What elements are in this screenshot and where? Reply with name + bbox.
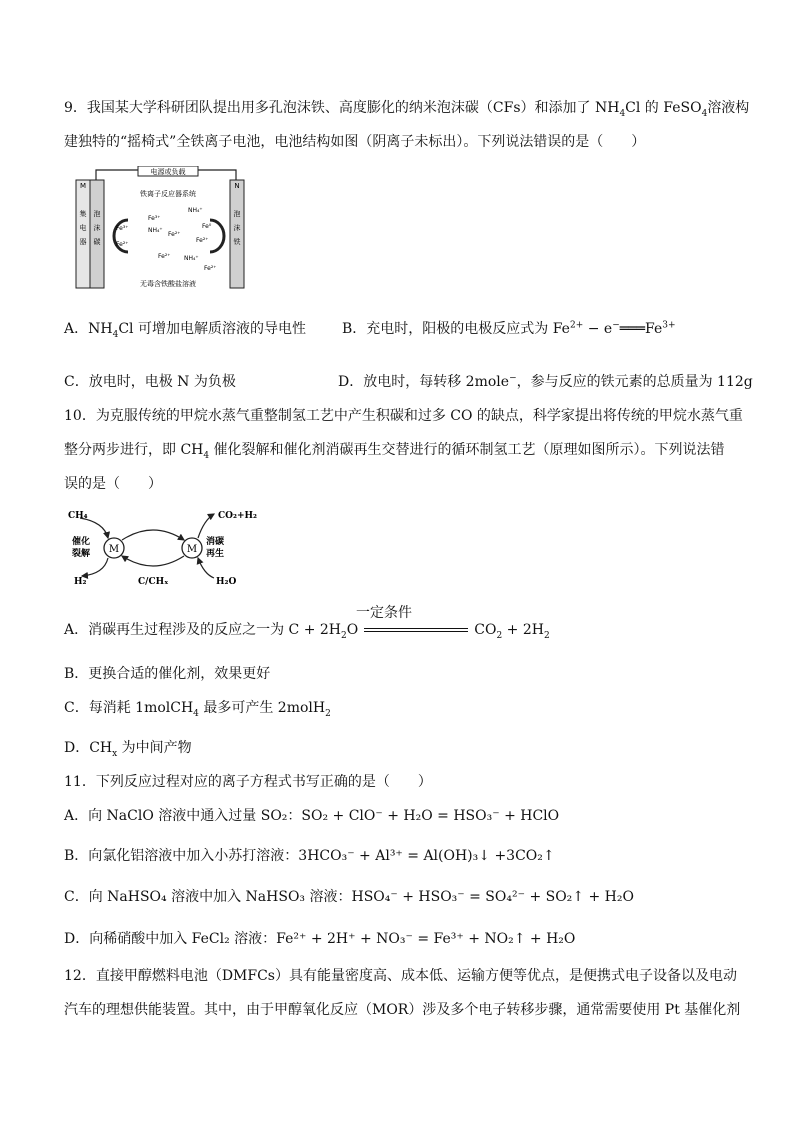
svg-text:电: 电 bbox=[79, 224, 87, 232]
svg-text:Fe³⁺: Fe³⁺ bbox=[148, 215, 161, 222]
crack-label-2: 裂解 bbox=[72, 549, 91, 559]
reactor-system-label: 铁离子反应器系统 bbox=[140, 190, 196, 198]
svg-text:M: M bbox=[186, 544, 198, 555]
reaction-condition: 一定条件 bbox=[356, 605, 412, 621]
h2o-label: H₂O bbox=[216, 577, 237, 587]
h2-label: H₂ bbox=[74, 577, 87, 587]
svg-text:Fe²⁺: Fe²⁺ bbox=[158, 253, 171, 260]
svg-text:NH₄⁺: NH₄⁺ bbox=[148, 227, 163, 234]
crack-label-1: 催化 bbox=[72, 537, 91, 547]
svg-text:泡: 泡 bbox=[233, 210, 241, 218]
q9-stem-line2: 建独特的“摇椅式”全铁离子电池，电池结构如图（阴离子未标出）。下列说法错误的是（ ） bbox=[64, 134, 646, 150]
q10-option-b[interactable]: B．更换合适的催化剂，效果更好 bbox=[64, 666, 271, 682]
current-collector bbox=[76, 180, 90, 288]
regen-label-1: 消碳 bbox=[206, 537, 225, 547]
svg-text:沫: 沫 bbox=[233, 224, 241, 232]
svg-text:NH₄⁺: NH₄⁺ bbox=[188, 207, 203, 214]
svg-text:Fe³⁺: Fe³⁺ bbox=[116, 225, 129, 232]
svg-text:Fe²⁺: Fe²⁺ bbox=[116, 241, 129, 248]
battery-diagram bbox=[70, 166, 266, 292]
regen-label-2: 再生 bbox=[206, 549, 225, 559]
q10-option-a[interactable]: A．消碳再生过程涉及的反应之一为 $C + 2H_2O$ $CO_2 + 2H_2$ bbox=[64, 622, 550, 641]
carbon-foam-electrode bbox=[90, 180, 104, 288]
svg-text:沫: 沫 bbox=[93, 224, 101, 232]
q10-option-c[interactable]: C．每消耗 1molCH$_4$ 最多可产生 2molH$_2$ bbox=[64, 700, 331, 719]
svg-text:Fe⁰: Fe⁰ bbox=[202, 223, 212, 230]
iron-foam-electrode bbox=[230, 180, 244, 288]
svg-text:Fe²⁺: Fe²⁺ bbox=[204, 265, 217, 272]
q9-stem-line1: 9．我国某大学科研团队提出用多孔泡沫铁、高度膨化的纳米泡沫碳（CFs）和添加了 $NH_4Cl$ 的 FeSO$_4$溶液构 bbox=[64, 100, 750, 119]
q11-option-c[interactable]: C．向 NaHSO₄ 溶液中加入 NaHSO₃ 溶液：HSO₄⁻ + HSO₃⁻ = SO₄²⁻ + SO₂↑ + H₂O bbox=[64, 889, 634, 905]
q11-stem: 11．下列反应过程对应的离子方程式书写正确的是（ ） bbox=[64, 774, 432, 790]
svg-text:泡: 泡 bbox=[93, 210, 101, 218]
svg-text:Fe²⁺: Fe²⁺ bbox=[196, 237, 209, 244]
co2-h2-label: CO₂+H₂ bbox=[218, 511, 257, 521]
q10-stem-line3: 误的是（ ） bbox=[64, 476, 162, 492]
q9-option-a[interactable]: A．$NH_4Cl$ 可增加电解质溶液的导电性 bbox=[64, 321, 306, 340]
svg-text:器: 器 bbox=[79, 238, 87, 246]
electrode-n-label: N bbox=[234, 182, 240, 190]
q11-option-b[interactable]: B．向氯化铝溶液中加入小苏打溶液：3HCO₃⁻ + Al³⁺ = Al(OH)₃↓ +3CO₂↑ bbox=[64, 848, 555, 864]
electrode-m-label: M bbox=[79, 182, 87, 190]
q11-option-d[interactable]: D．向稀硝酸中加入 FeCl₂ 溶液：Fe²⁺ + 2H⁺ + NO₃⁻ = Fe³⁺ + NO₂↑ + H₂O bbox=[64, 931, 576, 947]
q9-option-c[interactable]: C．放电时，电极 N 为负极 bbox=[64, 374, 236, 390]
svg-text:集: 集 bbox=[79, 210, 87, 218]
solution-label: 无毒含铁酸盐溶液 bbox=[140, 280, 196, 288]
q10-stem-line1: 10．为克服传统的甲烷水蒸气重整制氢工艺中产生积碳和过多 CO 的缺点，科学家提出将传统的甲烷水蒸气重 bbox=[64, 408, 743, 424]
q9-option-d[interactable]: D．放电时，每转移 2mole−，参与反应的铁元素的总质量为 112g bbox=[338, 373, 753, 390]
q10-stem-line2: 整分两步进行，即 $CH_4$ 催化裂解和催化剂消碳再生交替进行的循环制氢工艺（原理如图所示）。下列说法错 bbox=[64, 442, 725, 461]
svg-text:M: M bbox=[108, 544, 120, 555]
svg-text:Fe²⁺: Fe²⁺ bbox=[168, 231, 181, 238]
q12-stem-line2: 汽车的理想供能装置。其中，由于甲醇氧化反应（MOR）涉及多个电子转移步骤，通常需要使用 Pt 基催化剂 bbox=[64, 1002, 741, 1018]
hydrogen-cycle-diagram bbox=[64, 504, 276, 596]
svg-text:NH₄⁺: NH₄⁺ bbox=[184, 255, 199, 262]
q10-option-d[interactable]: D．$CH_x$ 为中间产物 bbox=[64, 740, 192, 759]
power-load-label: 电源或负载 bbox=[150, 168, 186, 176]
ch4-label: CH₄ bbox=[68, 511, 88, 521]
c-chx-label: C/CHₓ bbox=[138, 577, 169, 587]
q12-stem-line1: 12．直接甲醇燃料电池（DMFCs）具有能量密度高、成本低、运输方便等优点，是便携式电子设备以及电动 bbox=[64, 968, 737, 984]
q9-option-b[interactable]: B．充电时，阳极的电极反应式为 $Fe^{2+}$ − $e^-═══Fe^{3+}$ bbox=[342, 320, 676, 337]
q11-option-a[interactable]: A．向 NaClO 溶液中通入过量 SO₂：SO₂ + ClO⁻ + H₂O = HSO₃⁻ + HClO bbox=[64, 808, 560, 824]
svg-text:铁: 铁 bbox=[233, 238, 241, 246]
svg-text:碳: 碳 bbox=[93, 238, 101, 246]
